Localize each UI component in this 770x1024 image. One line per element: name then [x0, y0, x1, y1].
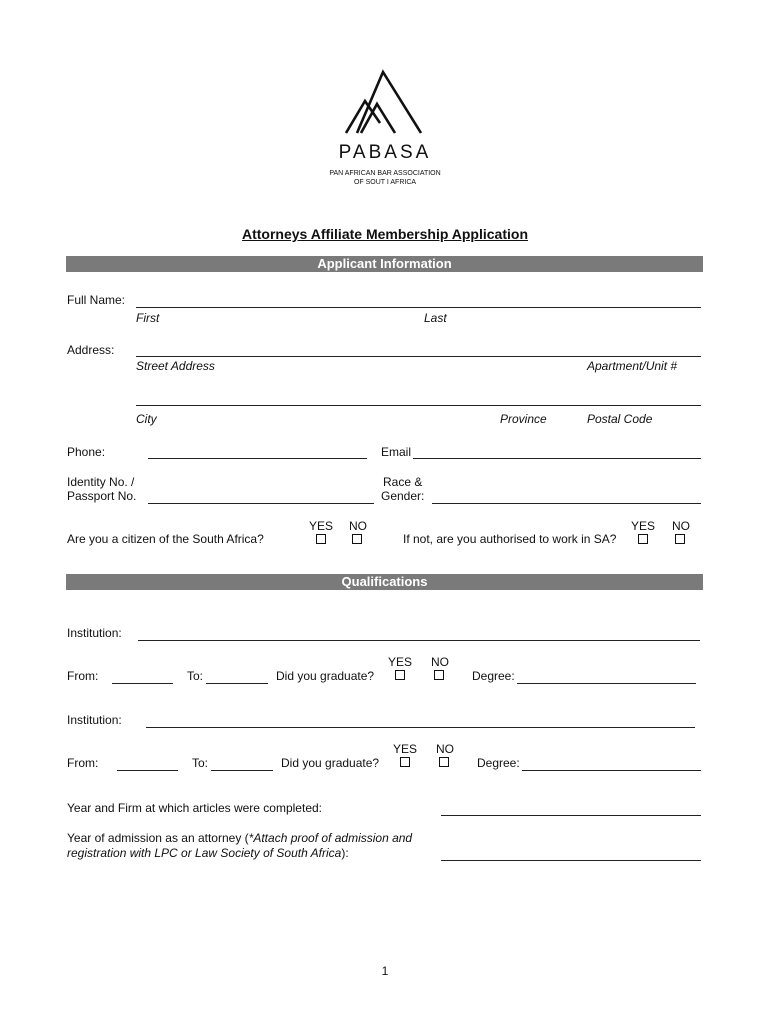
to-field-2[interactable]	[211, 770, 273, 771]
last-name-caption: Last	[424, 311, 447, 325]
citizen-yes-checkbox[interactable]	[316, 534, 326, 544]
logo-subtitle-1: PAN AFRICAN BAR ASSOCIATION	[329, 170, 441, 177]
degree-field-2[interactable]	[522, 770, 701, 771]
full-name-field[interactable]	[136, 307, 701, 308]
email-field[interactable]	[413, 458, 701, 459]
institution-field-2[interactable]	[146, 727, 695, 728]
identity-label-line1: Identity No. /	[67, 475, 135, 489]
degree-label-1: Degree:	[472, 669, 515, 683]
authorised-no-checkbox[interactable]	[675, 534, 685, 544]
province-caption: Province	[500, 412, 547, 426]
institution-label-1: Institution:	[67, 626, 122, 640]
phone-field[interactable]	[148, 458, 367, 459]
street-address-caption: Street Address	[136, 359, 215, 373]
graduate-no-label-2: NO	[436, 742, 454, 756]
authorised-yes-label: YES	[631, 519, 656, 533]
graduate-no-checkbox-1[interactable]	[434, 670, 444, 680]
race-gender-field[interactable]	[432, 503, 701, 504]
city-field[interactable]	[136, 405, 701, 406]
race-label-line2: Gender:	[381, 489, 425, 503]
full-name-label: Full Name:	[67, 293, 126, 307]
street-address-field[interactable]	[136, 356, 701, 357]
email-label: Email	[381, 445, 412, 459]
citizen-yes-label: YES	[309, 519, 334, 533]
admission-text-b: *Attach proof of admission and	[248, 831, 413, 845]
race-label-line1: Race &	[383, 475, 423, 489]
authorised-no-label: NO	[672, 519, 690, 533]
identity-label-line2: Passport No.	[67, 489, 137, 503]
graduate-yes-checkbox-1[interactable]	[395, 670, 405, 680]
admission-text-c: registration with LPC or Law Society of South Africa	[67, 846, 342, 860]
graduate-no-label-1: NO	[431, 655, 449, 669]
admission-text-d: ):	[341, 846, 349, 860]
authorised-yes-checkbox[interactable]	[638, 534, 648, 544]
page-title: Attorneys Affiliate Membership Application	[242, 226, 528, 242]
citizen-no-label: NO	[349, 519, 367, 533]
citizen-no-checkbox[interactable]	[352, 534, 362, 544]
from-label-1: From:	[67, 669, 99, 683]
degree-label-2: Degree:	[477, 756, 520, 770]
apartment-caption: Apartment/Unit #	[587, 359, 678, 373]
admission-text-a: Year of admission as an attorney (	[67, 831, 249, 845]
graduate-yes-label-2: YES	[393, 742, 418, 756]
qualifications-section-heading: Qualifications	[66, 574, 703, 590]
city-caption: City	[136, 412, 157, 426]
first-name-caption: First	[136, 311, 160, 325]
admission-label-line1	[67, 831, 412, 845]
graduate-no-checkbox-2[interactable]	[439, 757, 449, 767]
graduate-yes-checkbox-2[interactable]	[400, 757, 410, 767]
admission-label-line2	[67, 846, 349, 860]
degree-field-1[interactable]	[517, 683, 696, 684]
graduate-yes-label-1: YES	[388, 655, 413, 669]
page-number: 1	[381, 964, 389, 978]
from-label-2: From:	[67, 756, 99, 770]
to-label-2: To:	[192, 756, 209, 770]
citizen-question: Are you a citizen of the South Africa?	[67, 532, 264, 546]
graduate-question-2: Did you graduate?	[281, 756, 380, 770]
graduate-question-1: Did you graduate?	[276, 669, 375, 683]
identity-field[interactable]	[148, 503, 374, 504]
address-label: Address:	[67, 343, 115, 357]
authorised-question: If not, are you authorised to work in SA?	[403, 532, 617, 546]
institution-label-2: Institution:	[67, 713, 122, 727]
articles-label: Year and Firm at which articles were completed:	[67, 801, 322, 815]
postal-code-caption: Postal Code	[587, 412, 653, 426]
from-field-2[interactable]	[117, 770, 178, 771]
phone-label: Phone:	[67, 445, 106, 459]
pabasa-logo-icon	[343, 68, 423, 136]
applicant-section-heading: Applicant Information	[66, 256, 703, 272]
logo-name: PABASA	[338, 142, 432, 163]
articles-field[interactable]	[441, 815, 701, 816]
institution-field-1[interactable]	[138, 640, 700, 641]
to-label-1: To:	[187, 669, 204, 683]
from-field-1[interactable]	[112, 683, 173, 684]
to-field-1[interactable]	[206, 683, 268, 684]
logo-subtitle-2: OF SOUT I AFRICA	[353, 179, 417, 186]
admission-field[interactable]	[441, 860, 701, 861]
